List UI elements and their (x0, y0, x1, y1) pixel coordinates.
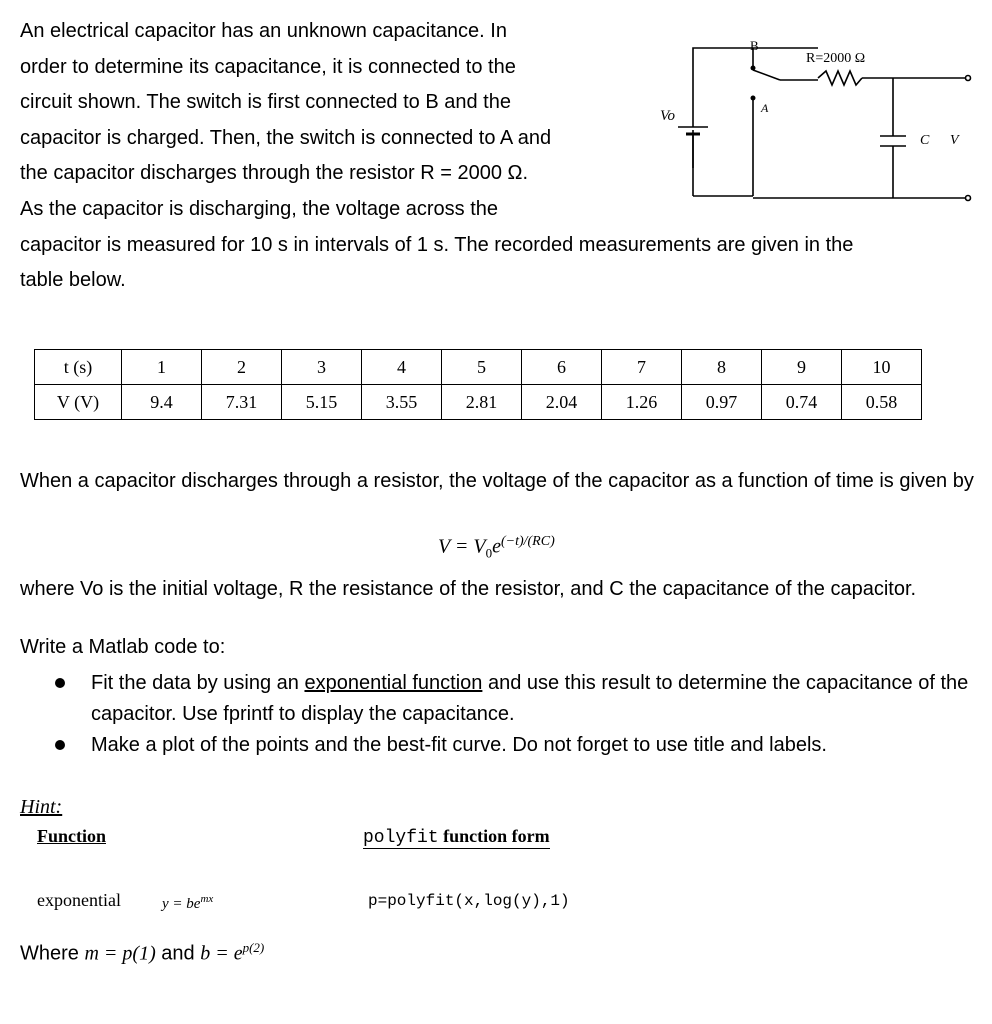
polyfit-call: p=polyfit(x,log(y),1) (368, 892, 570, 910)
intro-line: circuit shown. The switch is first connected to B and the (20, 91, 511, 114)
switch-arm (753, 70, 780, 80)
list-item (55, 668, 975, 730)
table-row (35, 350, 922, 385)
table-cell: 2.04 (522, 385, 602, 420)
intro-line: table below. (20, 269, 126, 292)
label-a: A (761, 101, 769, 115)
formula-base: e (492, 535, 501, 558)
exp-formula-sup: mx (200, 893, 214, 905)
switch-pivot (751, 66, 756, 71)
table-cell: 9.4 (122, 385, 202, 420)
label-r: R=2000 Ω (806, 51, 866, 66)
where-m: m = p(1) (84, 942, 156, 965)
table-cell: 8 (682, 350, 762, 385)
exp-formula-text: y = be (162, 896, 201, 912)
table-cell: 6 (522, 350, 602, 385)
table-cell: 0.97 (682, 385, 762, 420)
function-header: Function (37, 826, 107, 846)
label-b: B (750, 38, 759, 53)
resistor-zigzag (818, 71, 862, 85)
list-item (55, 730, 975, 761)
where-prefix: Where (20, 942, 85, 965)
table-cell: 7.31 (202, 385, 282, 420)
bullet-icon (55, 740, 65, 750)
table-cell: 7 (602, 350, 682, 385)
task-heading: Write a Matlab code to: (20, 636, 226, 658)
formula-sub: 0 (485, 545, 493, 561)
table-cell: 2 (202, 350, 282, 385)
where-mid: and (155, 942, 201, 965)
bullet1-post: and use this result to determine the capacitance of the capacitor. Use fprintf to display the capacitance. (91, 672, 969, 725)
where-line (20, 940, 264, 966)
table-cell: 1 (122, 350, 202, 385)
measurement-table (34, 349, 922, 420)
label-v: V (950, 133, 959, 148)
table-cell: 4 (362, 350, 442, 385)
intro-line: An electrical capacitor has an unknown capacitance. In (20, 20, 507, 42)
table-cell: 5 (442, 350, 522, 385)
switch-contact-a (751, 96, 756, 101)
polyfit-code: polyfit (363, 828, 439, 848)
row-header-voltage: V (V) (35, 385, 122, 420)
polyfit-header (363, 826, 550, 849)
wire-left-top (693, 48, 713, 67)
formula-lhs: V = V (438, 535, 486, 558)
intro-line: capacitor is charged. Then, the switch is connected to A and (20, 126, 552, 149)
intro-line: As the capacitor is discharging, the voltage across the (20, 197, 499, 220)
discharge-paragraph: When a capacitor discharges through a resistor, the voltage of the capacitor as a function of time is given by (20, 470, 974, 492)
table-cell: 3 (282, 350, 362, 385)
circuit-diagram (650, 28, 980, 208)
table-cell: 5.15 (282, 385, 362, 420)
intro-line: order to determine its capacitance, it is connected to the (20, 55, 516, 78)
formula-exponent: (−t)/(RC) (500, 534, 555, 549)
bullet2-text: Make a plot of the points and the best-fit curve. Do not forget to use title and labels. (91, 734, 827, 756)
label-c: C (920, 133, 930, 148)
voltage-formula (438, 534, 555, 562)
intro-line: the capacitor discharges through the resistor R = 2000 Ω. (20, 162, 529, 185)
polyfit-rest: function form (438, 826, 550, 846)
exponential-function-link: exponential function (304, 672, 483, 694)
table-cell: 10 (842, 350, 922, 385)
where-b: b = e (200, 942, 243, 965)
table-cell: 3.55 (362, 385, 442, 420)
bullet1-pre: Fit the data by using an (91, 672, 305, 694)
table-cell: 0.74 (762, 385, 842, 420)
table-cell: 0.58 (842, 385, 922, 420)
table-cell: 9 (762, 350, 842, 385)
row-header-time: t (s) (35, 350, 122, 385)
terminal-bottom (966, 196, 971, 201)
label-vo: Vo (660, 108, 675, 124)
task-list (55, 668, 975, 761)
table-row (35, 385, 922, 420)
terminal-top (966, 76, 971, 81)
hint-title: Hint: (20, 796, 63, 818)
exponential-label: exponential (37, 890, 121, 910)
bullet-icon (55, 678, 65, 688)
definition-paragraph: where Vo is the initial voltage, R the resistance of the resistor, and C the capacitance of the capacitor. (20, 578, 917, 600)
exponential-formula (162, 893, 213, 913)
table-cell: 1.26 (602, 385, 682, 420)
intro-line: capacitor is measured for 10 s in intervals of 1 s. The recorded measurements are given in the (20, 233, 854, 256)
where-sup: p(2) (242, 940, 265, 955)
table-cell: 2.81 (442, 385, 522, 420)
